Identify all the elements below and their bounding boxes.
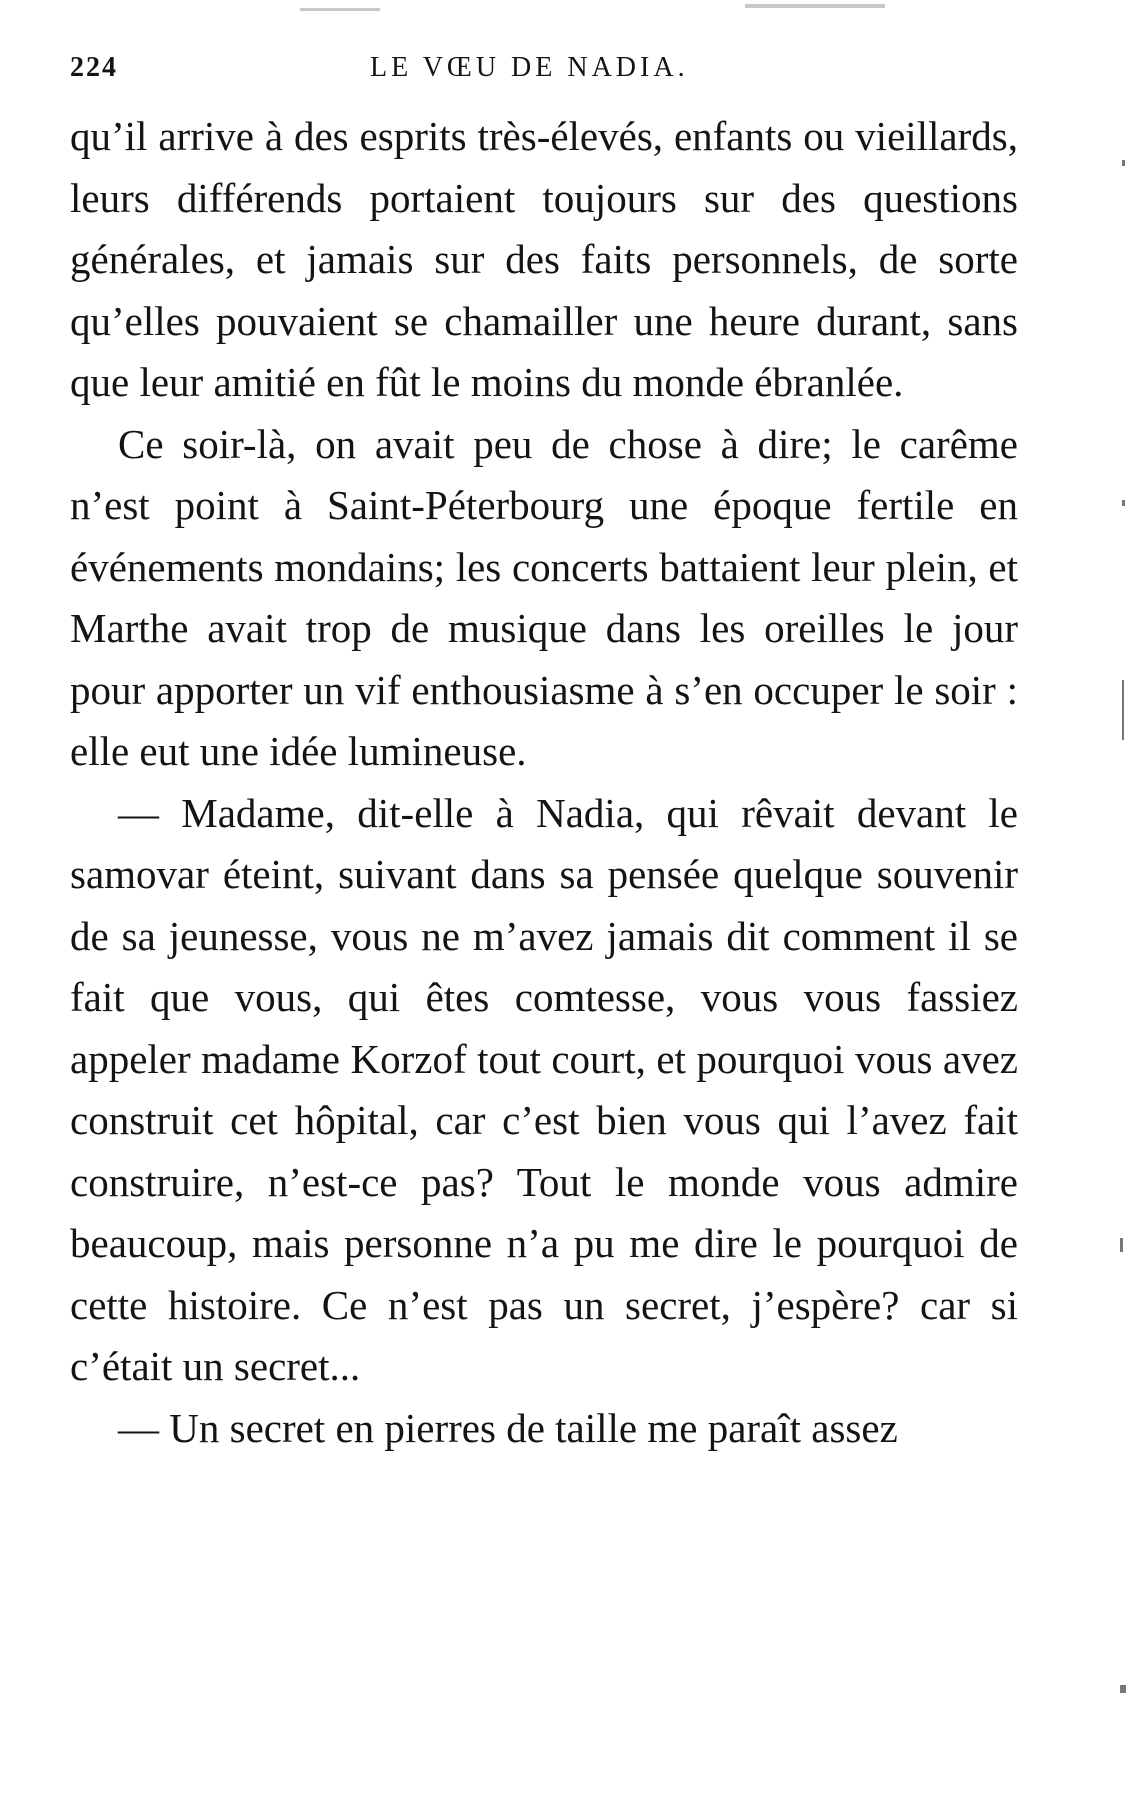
margin-mark xyxy=(1120,1685,1126,1693)
running-head xyxy=(70,52,1018,92)
paragraph-4: — Un secret en pierres de taille me paraît assez xyxy=(118,1404,898,1451)
running-title: LE VŒU DE NADIA. xyxy=(370,52,689,83)
body-text xyxy=(70,106,1018,1459)
scan-artifact-top-right xyxy=(745,4,885,8)
paragraph-2: Ce soir-là, on avait peu de chose à dire; le carême n’est point à Saint-Péterbourg une époque fertile en événements mondains; les concerts battaient leur plein, et Marthe avait trop de musique dans les oreilles le jour pour apporter un vif enthousiasme à s’en occuper le soir : elle eut une idée lumineuse. xyxy=(70,420,1018,774)
margin-mark xyxy=(1122,680,1124,740)
paragraph-1: qu’il arrive à des esprits très-élevés, enfants ou vieillards, leurs différends portaient toujours sur des questions générales, et jamais sur des faits personnels, de sorte qu’elles pouvaient se chamailler une heure durant, sans que leur amitié en fût le moins du monde ébranlée. xyxy=(70,113,1018,405)
scan-artifact-top-left xyxy=(300,8,380,11)
margin-mark xyxy=(1122,160,1125,166)
margin-scan-marks xyxy=(1120,140,1140,1740)
paragraph-3: — Madame, dit-elle à Nadia, qui rêvait devant le samovar éteint, suivant dans sa pensée quelque souvenir de sa jeunesse, vous ne m’avez jamais dit comment il se fait que vous, qui êtes comtesse, vous vous fassiez appeler madame Korzof tout court, et pourquoi vous avez construit cet hôpital, car c’est bien vous qui l’avez fait construire, n’est-ce pas? Tout le monde vous admire beaucoup, mais personne n’a pu me dire le pourquoi de cette histoire. Ce n’est pas un secret, j’espère? car si c’était un secret... xyxy=(70,789,1018,1389)
margin-mark xyxy=(1122,500,1125,506)
page-number: 224 xyxy=(70,52,118,83)
margin-mark xyxy=(1120,1238,1123,1252)
